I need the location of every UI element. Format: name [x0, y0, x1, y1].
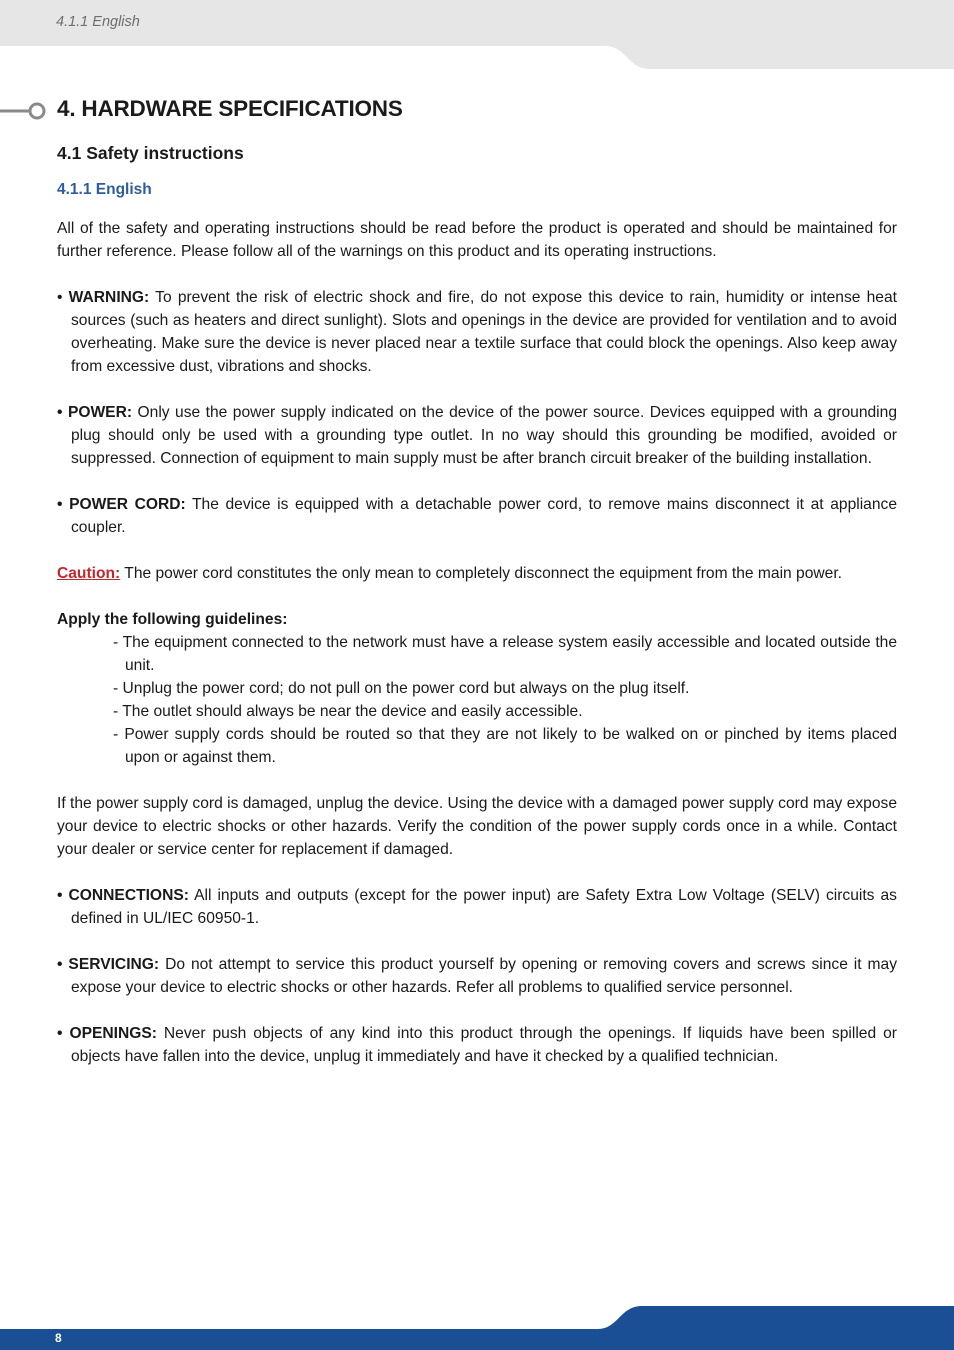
power-cord-item: [57, 493, 897, 539]
caution-note: [57, 562, 897, 585]
guideline-item: - The equipment connected to the network must have a release system easily accessible and located outside the unit.: [113, 634, 897, 674]
title-row: [0, 96, 954, 126]
connections-text: All inputs and outputs (except for the power input) are Safety Extra Low Voltage (SELV) circuits as defined in UL/IEC 60950-1.: [71, 887, 897, 927]
bullet: •: [57, 404, 63, 421]
section-heading: 4.1 Safety instructions: [57, 143, 244, 163]
power-cord-label: POWER CORD:: [69, 496, 186, 513]
intro-paragraph: All of the safety and operating instructions should be read before the product is operated and should be maintained for further reference. Please follow all of the warnings on this product and its operating instructions.: [57, 220, 897, 260]
page-title: 4. HARDWARE SPECIFICATIONS: [57, 96, 403, 121]
guidelines-heading: [57, 608, 897, 631]
damaged-cord-paragraph: If the power supply cord is damaged, unplug the device. Using the device with a damaged power supply cord may expose your device to electric shocks or other hazards. Verify the condition of the power supply cords once in a while. Contact your dealer or service center for replacement if damaged.: [57, 795, 897, 858]
power-label: POWER:: [67, 404, 133, 421]
servicing-label: SERVICING:: [68, 956, 160, 973]
header-section-label: 4.1.1 English: [56, 14, 140, 30]
power-item: [57, 401, 897, 470]
title-connector-icon: [0, 96, 48, 126]
document-body: [57, 217, 897, 1068]
connections-item: [57, 884, 897, 930]
connections-label: CONNECTIONS:: [68, 887, 189, 904]
footer-band: [0, 1300, 954, 1350]
servicing-item: [57, 953, 897, 999]
openings-label: OPENINGS:: [69, 1025, 157, 1042]
bullet: •: [57, 956, 63, 973]
guideline-item: - Unplug the power cord; do not pull on the power cord but always on the plug itself.: [113, 680, 690, 697]
power-cord-text: The device is equipped with a detachable power cord, to remove mains disconnect it at appliance coupler.: [71, 496, 897, 536]
openings-text: Never push objects of any kind into this product through the openings. If liquids have been spilled or objects have fallen into the device, unplug it immediately and have it checked by a qualified technician.: [71, 1025, 897, 1065]
guideline-item: - Power supply cords should be routed so that they are not likely to be walked on or pinched by items placed upon or against them.: [113, 726, 897, 766]
caution-label: Caution:: [57, 565, 121, 582]
bullet: •: [57, 289, 63, 306]
header-band: [0, 0, 954, 70]
servicing-text: Do not attempt to service this product yourself by opening or removing covers and screws since it may expose your device to electric shocks or other hazards. Refer all problems to qualified service personnel.: [71, 956, 898, 996]
guidelines-list: [57, 631, 897, 769]
guidelines-heading-text: Apply the following guidelines:: [57, 611, 288, 628]
subsection-heading: 4.1.1 English: [57, 181, 152, 198]
warning-text: To prevent the risk of electric shock and fire, do not expose this device to rain, humidity or intense heat sources (such as heaters and direct sunlight). Slots and openings in the device are provided for ventilation and to avoid overheating. Make sure the device is never placed near a textile surface that could block the openings. Also keep away from excessive dust, vibrations and shocks.: [71, 289, 897, 375]
bullet: •: [57, 887, 63, 904]
caution-text: The power cord constitutes the only mean to completely disconnect the equipment from the main power.: [124, 565, 842, 582]
page-number: 8: [55, 1331, 62, 1345]
bullet: •: [57, 1025, 63, 1042]
bullet: •: [57, 496, 63, 513]
guideline-item: - The outlet should always be near the device and easily accessible.: [113, 703, 583, 720]
power-text: Only use the power supply indicated on the device of the power source. Devices equipped with a grounding plug should only be used with a grounding type outlet. In no way should this grounding be modified, avoided or suppressed. Connection of equipment to main supply must be after branch circuit breaker of the building installation.: [71, 404, 897, 467]
openings-item: [57, 1022, 897, 1068]
warning-label: WARNING:: [68, 289, 150, 306]
warning-item: [57, 286, 897, 378]
